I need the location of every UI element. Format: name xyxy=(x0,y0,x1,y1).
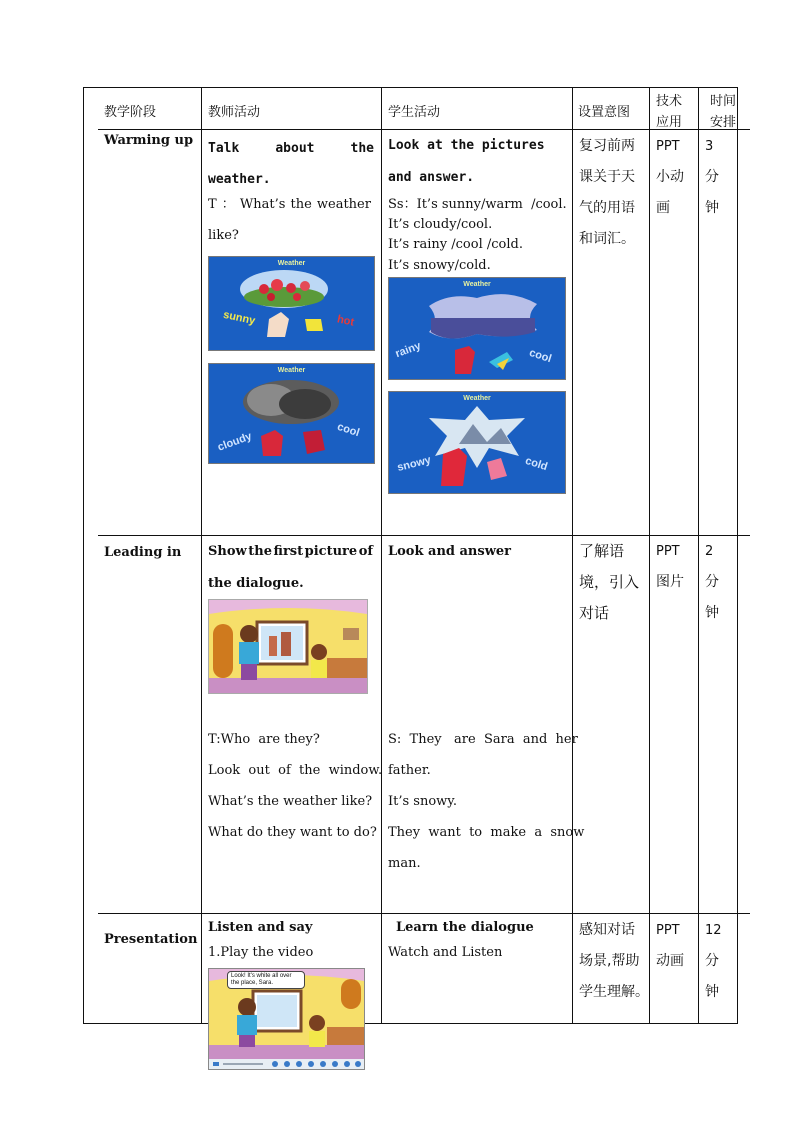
slide-word-cool: cool xyxy=(527,346,553,366)
time-leading-2: 分 xyxy=(705,574,719,590)
question-word: What’s xyxy=(239,197,286,212)
student-line-4: They want to make a snow xyxy=(388,825,585,840)
teacher-line-3: What’s the weather like? xyxy=(208,794,373,809)
video-scene-picture xyxy=(208,968,365,1070)
teacher-title-line2: the dialogue. xyxy=(208,576,304,591)
question-word: the xyxy=(290,197,312,212)
table-top-border xyxy=(83,87,738,88)
time-warming-1: 3 xyxy=(705,139,714,154)
dialogue-scene-drawing xyxy=(209,600,367,693)
sunny-flower-image xyxy=(209,257,374,350)
intent-presentation-3: 学生理解。 xyxy=(579,984,649,1000)
teacher-question-line1 xyxy=(208,192,371,218)
student-answer-1: Ss：It’s sunny/warm /cool. xyxy=(388,197,567,212)
title-word: picture xyxy=(304,544,358,559)
teacher-title-line1 xyxy=(208,133,374,164)
tech-leading-2: 图片 xyxy=(656,574,684,590)
student-line-1: S: They are Sara and her xyxy=(388,732,578,747)
header-student: 学生活动 xyxy=(388,105,441,120)
header-tech-line2: 应用 xyxy=(656,115,683,130)
time-presentation-3: 钟 xyxy=(705,984,719,1000)
student-line-presentation: Watch and Listen xyxy=(388,945,503,960)
tech-leading-1: PPT xyxy=(656,544,680,559)
teacher-title-line2: weather. xyxy=(208,172,271,187)
slide-snowy xyxy=(388,391,566,494)
slide-word-cold: cold xyxy=(523,454,549,474)
tech-warming-1: PPT xyxy=(656,139,680,154)
time-presentation-2: 分 xyxy=(705,953,719,969)
col-divider-1 xyxy=(201,87,202,1024)
speech-bubble: Look! It's white all over the place, Sara. xyxy=(227,971,305,989)
intent-presentation-2: 场景,帮助 xyxy=(579,953,640,969)
teacher-question-line2: like? xyxy=(208,228,239,243)
slide-word-cloudy: cloudy xyxy=(216,430,254,454)
header-stage: 教学阶段 xyxy=(104,105,157,120)
teacher-line-presentation: 1.Play the video xyxy=(208,945,314,960)
student-line-5: man. xyxy=(388,856,421,871)
teacher-line-2: Look out of the window. xyxy=(208,763,383,778)
col-divider-2 xyxy=(381,87,382,1024)
intent-leading-1: 了解语 xyxy=(579,542,625,560)
intent-leading-3: 对话 xyxy=(579,604,610,622)
teacher-title-presentation: Listen and say xyxy=(208,920,313,935)
question-word: T xyxy=(208,197,217,212)
title-word: the xyxy=(350,141,374,156)
teacher-line-1: T:Who are they? xyxy=(208,732,320,747)
col-divider-5 xyxy=(698,87,699,1024)
time-warming-3: 钟 xyxy=(705,200,719,216)
intent-presentation-1: 感知对话 xyxy=(579,922,635,938)
student-answer-3: It’s rainy /cool /cold. xyxy=(388,237,523,252)
table-right-border xyxy=(737,87,738,1024)
title-word: Talk xyxy=(208,141,240,156)
dialogue-scene-picture xyxy=(208,599,368,694)
intent-warming-4: 和词汇。 xyxy=(579,231,635,247)
slide-sunny xyxy=(208,256,375,351)
tech-presentation-1: PPT xyxy=(656,923,680,938)
student-title-presentation: Learn the dialogue xyxy=(396,920,534,935)
slide-title: Weather xyxy=(463,281,491,288)
intent-warming-1: 复习前两 xyxy=(579,138,635,154)
title-word: the xyxy=(248,544,272,559)
student-title-leading: Look and answer xyxy=(388,544,512,559)
student-answer-4: It’s snowy/cold. xyxy=(388,258,491,273)
table-bottom-border xyxy=(83,1023,738,1024)
question-word: weather xyxy=(316,197,371,212)
header-time-line1: 时间 xyxy=(710,94,737,109)
header-tech-line1: 技术 xyxy=(656,94,683,109)
student-line-3: It’s snowy. xyxy=(388,794,458,809)
time-leading-3: 钟 xyxy=(705,605,719,621)
time-leading-1: 2 xyxy=(705,544,714,559)
col-divider-4 xyxy=(649,87,650,1024)
tech-presentation-2: 动画 xyxy=(656,953,684,969)
col-divider-3 xyxy=(572,87,573,1024)
slide-title: Weather xyxy=(463,395,491,402)
question-word: ： xyxy=(221,197,235,212)
teacher-line-4: What do they want to do? xyxy=(208,825,377,840)
slide-title: Weather xyxy=(277,260,306,267)
slide-rainy xyxy=(388,277,566,380)
title-word: of xyxy=(358,544,373,559)
stage-leading-in: Leading in xyxy=(104,545,182,560)
slide-word-hot: hot xyxy=(335,313,356,329)
header-intent: 设置意图 xyxy=(578,105,631,120)
slide-title: Weather xyxy=(277,367,306,374)
intent-leading-2: 境，引入 xyxy=(579,573,640,591)
title-word: Show xyxy=(208,544,247,559)
header-time-line2: 安排 xyxy=(710,115,737,130)
slide-word-cool: cool xyxy=(335,420,361,440)
tech-warming-2: 小动 xyxy=(656,169,684,185)
time-presentation-1: 12 xyxy=(705,923,722,938)
intent-warming-2: 课关于天 xyxy=(579,169,635,185)
student-title-line2: and answer. xyxy=(388,170,475,185)
row2-bottom-border xyxy=(98,913,750,914)
slide-word-snowy: snowy xyxy=(396,454,433,474)
snowy-mountain-image xyxy=(389,392,565,493)
student-answer-2: It’s cloudy/cool. xyxy=(388,217,493,232)
stage-presentation: Presentation xyxy=(104,932,198,947)
tech-warming-3: 画 xyxy=(656,200,670,216)
title-word: about xyxy=(275,141,315,156)
table-left-border xyxy=(83,87,84,1024)
time-warming-2: 分 xyxy=(705,169,719,185)
stage-warming-up: Warming up xyxy=(104,133,194,148)
header-teacher: 教师活动 xyxy=(208,105,261,120)
slide-word-rainy: rainy xyxy=(393,339,423,361)
teacher-title-line1 xyxy=(208,536,373,567)
rainy-lake-image xyxy=(389,278,565,379)
intent-warming-3: 气的用语 xyxy=(579,200,635,216)
student-line-2: father. xyxy=(388,763,431,778)
student-title-line1: Look at the pictures xyxy=(388,138,545,153)
slide-cloudy xyxy=(208,363,375,464)
title-word: first xyxy=(273,544,304,559)
slide-word-sunny: sunny xyxy=(222,308,257,328)
